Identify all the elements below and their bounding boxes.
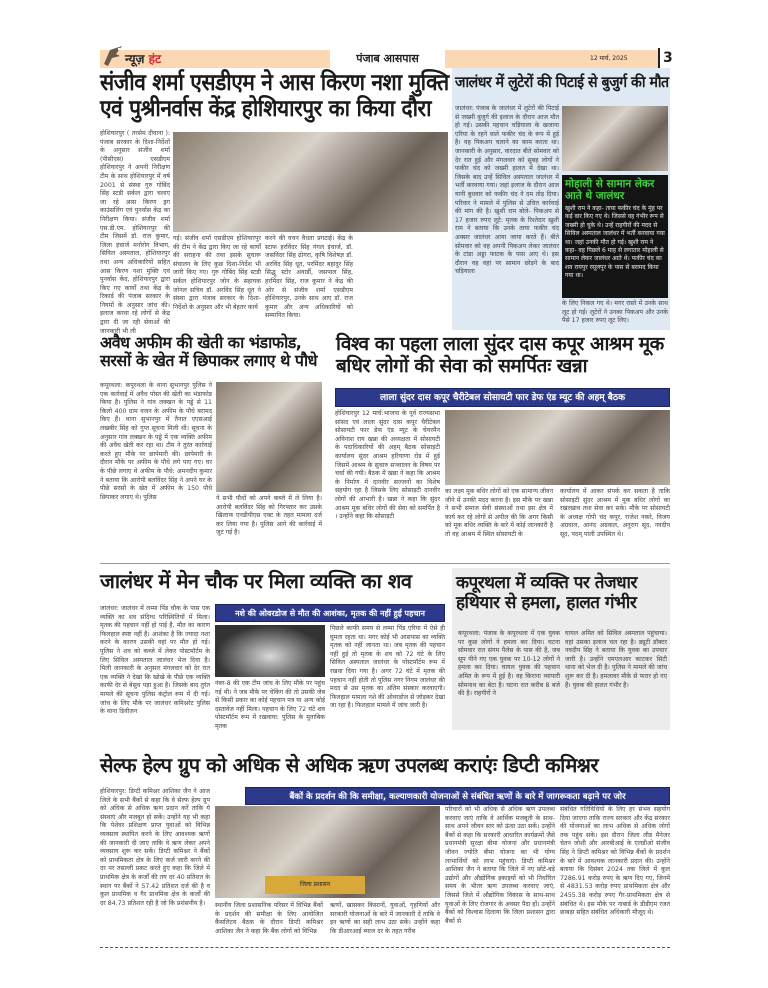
article-text: होशियारपुर ( तरसेम दीवाना ): पंजाब सरकार के दिशा-निर्देशों के अनुसार संजीव शर्मा (पीसीएस) एसडीएम होशियारपुर ने अपनी निरीक्षण टीम के साथ होशियारपुर में वर्ष 2001 से संस्था गुरु गोबिंद सिंह स्टडी सर्कल द्वारा चलाए जा रहे आस किरण ड्रग काउंसलिंग एवं पुनर्वास केंद्र का निरीक्षण किया। संजीव शर्मा एस.डी.एम. होशियारपुर की टीम जिसमें डॉ. राज कुमार, जिला इंचार्ज मनोरोग विभाग, सिविल अस्पताल, होशियारपुर तथा अन्य अधिकारियों सहित आस किरण नशा मुक्ति एवं पुनर्वास केंद, होशियारपुर द्वारा किए गए कार्यों तथा केंद्र के रिकार्ड की पंजाब सरकार के नियमों के अनुसार जांच की। इलाज करवा रहे लोगों से केंद्र द्वारा दी जा रही सेवाओं की जानकारी भी ली <box>100 130 170 335</box>
article-text: कपूरथला: पंजाब के कपूरथला में एक युवक पर कुछ लोगों ने हमला कर दिया। घटना सोमवार रात संगम पैलेस के पास की है, जब सूप पीने गए एक युवक पर 10-12 लोगों ने हमला कर दिया। घायल युवक की पहचान अमित के रूप में हुई है। वह किराना व्यापारी सोमनाथ का बेटा है। घटना रात करीब 8 बजे की है। राहगीरों ने <box>458 630 560 698</box>
article-text: के लिए निकल गए थे। मगर रास्ते में उनके साथ लूट हो गई। लुटेरों ने उनका पिकअप और उनके पैसे 17 हजार रुपए लूट लिए। <box>562 300 668 325</box>
subheadline-banner: नशे की ओवरडोज से मौत की आशंका, मृतक की नहीं हुई पहचान <box>215 604 445 622</box>
article-text: होशियारपुर: डिप्टी कमिश्नर आशिका जैन ने आज जिले के सभी बैंकों से कहा कि वे सेल्फ हेल्प ग्रुप को अधिक से अधिक ऋण प्रदान करें ताकि ये संस्थाएं और मजबूत हो सकें। उन्होंने यह भी कहा कि पेशेवर प्रशिक्षण प्राप्त युवाओं को विभिन्न व्यवसाय स्थापित करने के लिए आवश्यक ऋणों की जानकारी दी जाए ताकि वे ऋण लेकर अपने व्यवसाय शुरू कर सकें। डिप्टी कमिश्नर ने बैंकों को प्राथमिकता क्षेत्र के लिए कर्ज जारी करने की दर पर तसल्ली प्रकट करते हुए कहा कि जिले में प्राथमिक क्षेत्र के कर्जों की तय दर 40 प्रतिशत के स्थान पर बैंकों ने 57.42 प्रतिशत दर्ज की है व कुल प्राथमिक व गैर प्राथमिक क्षेत्र के कर्जों की दर 84.73 प्रतिशत रही है जो कि प्रशंसनीय है। <box>100 788 210 907</box>
article-text: जालंधर: जालंधर में लम्मा पिंड चौक के पास एक व्यक्ति का शव संदिग्ध परिस्थितियों में मिला। मृतक की पहचान नहीं हो पाई है, मौत का कारण फिलहाल स्पष्ट नहीं है। आशंका है कि ज्यादा नशा करने के कारण उसकी वहां पर मौत हो गई। पुलिस ने शव को कब्जे में लेकर पोस्टमॉर्टम के लिए सिविल अस्पताल जालंधर भेज दिया है। मिली जानकारी के अनुसार मंगलवार को देर रात एक व्यक्ति ने देखा कि खोखे के पीछे एक व्यक्ति काफी देर से बेसुध पड़ा हुआ है। जिसके बाद तुरंत मामले की सूचना पुलिस कंट्रोल रूम में दी गई। जांच के लिए मौके पर जालंधर कमिश्नरेट पुलिस के थाना डिवीजन <box>100 605 210 716</box>
page-number: 3 <box>658 48 673 68</box>
subheadline-banner: बैंकों के प्रदर्शन की कि समीक्षा, कल्याणकारी योजनाओं से संबंधित ऋणों के बारे में जागरूकता बढ़ाने पर जोर <box>245 787 670 805</box>
headline-body-found: जालंधर में मेन चौक पर मिला व्यक्ति का शव <box>100 569 412 593</box>
article-text: परिवारों को भी अधिक से अधिक ऋण उपलब्ध करवाए जाएं ताकि वे आर्थिक मजबूती के साथ-साथ अपने जीवन स्तर को ऊंचा उठा सकें। उन्होंने बैंकों से कहा कि सरकारी आधारित कार्यक्रमों जैसे प्रधानमंत्री सुरक्षा बीमा योजना और प्रधानमंत्री जीवन ज्योति बीमा योजना का भी योग्य लाभार्थियों को लाभ पहुंचाएं। डिप्टी कमिश्नर आशिका जैन ने बताया कि जिले में नए छोटे-बड़े उद्योगों और औद्योगिक इकाइयों को भी निर्धारित समय के भीतर ऋण उपलब्ध करवाए जाएं, जिससे जिले में औद्योगिक विकास के साथ-साथ युवाओं के लिए रोजगार के अवसर पैदा हों। उन्होंने बैंकों को विश्वास दिलाया कि जिला प्रशासन द्वारा बैंकों से <box>445 806 555 925</box>
article-text: करने की वचन वैधता प्रगटाई। केंद्र के स्टाफ हरविंदर सिंह गंगल इंचार्ज, डॉ. जसविंदर सिंह ढोगरा, कृषि विशेषज्ञ डॉ. अरविंद सिंह धूत, परमिंदर बहादुर सिंह सिद्धू स्टोर अवार्डी, जसपाल सिंह, हरमिंदर सिंह, राज कुमार ने केंद्र की ओर से संजीव शर्मा एसडीएम होशियारपुर, उनके साथ आए डॉ. राज कुमार और अन्य अधिकारियों को सम्मानित किया। <box>265 235 353 320</box>
logo-text-news: न्यूज़ <box>125 52 145 66</box>
divider <box>100 563 670 564</box>
article-text: कार्यालय में आकर संपर्क कर सकता है ताकि सोसाइटी सुंदर आश्रम में मूक बधिर लोगों का रखरखाव तथा सेवा कर सके। मौके पर सोसायटी के अध्यक्ष गोपी चंद कपूर, राजेश नकरे, विजय अग्रवाल, आनंद अग्रवाल, अनुराग सूद, नवदीप सूद, पदम् पाली उपस्थित थे। <box>560 488 670 538</box>
article-text: ने सभी पौधों को अपने कब्जे में ले लिया है। आरोपी बलविंदर सिंह को गिरफ्तार कर उसके खिलाफ एनडीपीएस एक्ट के तहत मामला दर्ज कर लिया गया है। पुलिस आगे की कार्रवाई में जुट गई है। <box>216 495 322 537</box>
headline-shg-loans: सेल्फ हेल्प ग्रुप को अधिक से अधिक ऋण उपलब्ध कराएंः डिप्टी कमिश्नर <box>100 753 599 777</box>
logo-text-hunt: हंट <box>148 52 162 66</box>
nameplate: जिला प्रशासन <box>265 876 365 894</box>
box-text: खुशी राम ने कहा- ताया फकीर चंद के मुंह पर कई वार किए गए थे। जिससे वह गंभीर रूप से जख्मी हो चुके थे। उन्हें राहगीरों की मदद से सिविल अस्पताल जालंधर में भर्ती करवाया गया था। जहां उनकी मौत हो गई। खुशी राम ने कहा- वह पिछले 6 माह से लगातार मोहाली से सामान लेकर जालंधर आते थे। फकीर चंद का शव रायपुर रसूलपुर के पास से बरामद किया गया था। <box>565 205 665 280</box>
article-text: ऋणों, खासकर किसानों, युवाओं, गृहणियों और सरकारी योजनाओं के बारे में जानकारी दें ताकि वे इन ऋणों का सही लाभ उठा सकें। उन्होंने कहा कि डीआरआई ब्याज दर के तहत गरीब <box>330 902 440 935</box>
sidebar-box-mohali <box>562 175 668 298</box>
subheadline-banner: लाला सुंदर दास कपूर चैरीटेबल सोसायटी फार डेफ एंड म्यूट की अहम् बैठक <box>335 388 670 407</box>
photo-police-opium <box>216 382 322 492</box>
headline-robbery-death: जालंधर में लुटेरों की पिटाई से बुजुर्ग की मौत <box>455 73 669 91</box>
article-text: कपूरथला: कपूरथला के थाना सुभानपुर पुलिस ने एक कार्रवाई में अवैध पोस्त की खेती का भंडाफोड किया है। पुलिस ने गांव लक्खन के पड्डे से 11 किलो 400 ग्राम वजन के अफीम के पौधे बरामद किए हैं। थाना सुभानपुर में तैनात एएसआई लखबीर सिंह को गुप्त सूचना मिली थी। सूचना के अनुसार गांव लक्खन के पड्डे में एक व्यक्ति अफीम की अवैध खेती कर रहा था। टीम ने तुरंत कार्रवाई करते हुए मौके पर छापेमारी की। छापेमारी के दौरान मौके पर अफीम के पौधे लगे पाए गए। घर के पीछे लगाए थे अफीम के पौधे: अमनदीप कुमार ने बताया कि आरोपी बलविंदर सिंह ने अपने घर के पीछे सरसों के खेत में अफीम के 150 पौधे छिपाकर लगाए थे। पुलिस <box>100 382 212 501</box>
article-text: होशियारपुर 12 मार्च:भाजपा के पूर्व राज्यसभा सांसद एवं लाला सुंदर दास कपूर चैरीटेबल सोसायटी फार डेफ एंड म्यूट के चेयरमैन अविनाश राय खन्ना की अध्यक्षता में सोसायटी के पदाधिकारियों की अहम् बैठक सोसाइटी कार्यालय सुंदर आश्रम हरियाणा रोड में हुई जिसमें आश्रम के सुचारु सञ्चालन के विषय पर चर्चा की गयी। बैठक में खन्ना ने कहा कि आश्रम के निर्माण में दानवीर सज्जनों का विशेष सहयोग रहा है जिसके लिए सोसाइटी दानवीर लोगों की आभारी है। खन्ना ने कहा कि सुंदर आश्रम मूक बधिर लोगों की सेवा को समर्पित है । उन्होंने कहा कि सोसाइटी <box>335 410 440 521</box>
article-text: गई। संजीव शर्मा एसडीएम होशियारपुर की टीम ने केंद्र द्वारा किए जा रहे कार्यों की सराहना की तथा इसके सुचारू संचालन के लिए कुछ दिशा-निर्देश भी जारी किए गए। गुरु गोबिंद सिंह स्टडी सर्कल होशियारपुर जोन के सहायक जोनल सचिव डॉ. अरविंद सिंह धूत ने संस्था द्वारा पंजाब सरकार के दिशा-निर्देशों के अनुसार और भी बेहतर कार्य <box>173 235 261 311</box>
headline-opium: अवैध अफीम की खेती का भंडाफोड, सरसों के खेत में छिपाकर लगाए थे पौधे <box>100 333 317 371</box>
box-title: मोहाली से सामान लेकर आते थे जालंधर <box>565 178 655 202</box>
article-text: जालंधर: पंजाब के जालंधर में लुटेरों की पिटाई से जख्मी बुजुर्ग की इलाज के दौरान आज मौत हो गई। उसकी पहचान चड़ियाला के खजाना एरिया के रहने वाले फकीर चंद के रूप में हुई है। वह पिकअप चलाने का काम करता था। जानकारी के अनुसार, वारदात बीते सोमवार को देर रात हुई और मंगलवार को सुबह लोगों ने फकीर चंद को जख्मी हालत में देखा था। जिसके बाद उन्हें सिविल अस्पताल जालंधर में भर्ती करवाया गया। जहां इलाज के दौरान आज यानी बुधवार को फकीर चंद ने दम तोड़ दिया। परिवार ने मामले में पुलिस से उचित कार्रवाई की मांग की है। खुशी राम बोले- पिकअप से 17 हजार रुपए लूटे: मृतक के रिश्तेदार खुशी राम ने बताया कि उनके ताया फकीर चंद अक्सर जालंधर आया जाया करते हैं। बीते सोमवार को वह अपनी पिकअप लेकर जालंधर के टांडा अड्डा फाटक के पास आए थे। इस दौरान वह वहां पर सामान छोड़ने के बाद चड़ियाला <box>455 105 559 276</box>
article-text: का लक्ष्य मूक बधिर लोगों को एक सामान्य जीवन जीने में उनकी मदद करना है। इस मौके पर खन्ना ने सभी समाज सेवी संस्थाओं तथा इस क्षेत्र में कार्य कर रहे लोगों से अपील की कि अगर किसी को मूक बधिर व्यक्ति के बारे में कोई जानकारी है तो वह आश्रम में स्थित सोसायटी के <box>445 488 553 538</box>
article-text: घायल अमित को सिविल अस्पताल पहुंचाया। वहां उसका इलाज चल रहा है। ड्यूटी डॉक्टर नवदीप सिंह ने बताया कि युवक का उपचार जारी है। उन्होंने एमएलआर काटकर सिटी थाना को भेज दी है। पुलिस ने मामले की जांच शुरू कर दी है। हमलावर मौके से फरार हो गए हैं। युवक की हालत गंभीर है। <box>565 630 667 689</box>
article-text: पिछले काफी समय से लम्मा पिंड एरिया में ऐसे ही घूमता रहता था। मगर कोई भी आसपास का व्यक्ति मृतक को नहीं जानता था। जब मृतक की पहचान नहीं हुई तो मृतक के शव को 72 घंटे के लिए सिविल अस्पताल जालंधर के पोस्टमॉर्टम रूम में रखवा दिया गया है। अगर 72 घंटे में मृतक की पहचान नहीं होती तो पुलिस नगर निगम जालंधर की मदद से उस मृतक का अंतिम संस्कार करवाएगी। फिलहाल मामला नशे की ओवरडोज से जोड़कर देखा जा रहा है। फिलहाल मामले में जांच जारी है। <box>330 625 445 710</box>
photo-victim <box>562 106 668 171</box>
photo-covered-body <box>215 625 325 677</box>
headline-ashram: विश्व का पहला लाला सुंदर दास कपूर आश्रम मूक बधिर लोगों की सेवा को समर्पितः खन्ना <box>336 333 664 377</box>
issue-date: 12 मार्च, 2025 <box>590 55 628 62</box>
section-title: पंजाब आसपास <box>330 48 445 70</box>
article-text: संबंधित गतिविधियों के लिए हर संभव सहयोग दिया जाएगा ताकि राज्य सरकार और केंद्र सरकार की योजनाओं का लाभ अधिक से अधिक लोगों तक पहुंच सके। इस दौरान जिला लीड मैनेजर चेतन जोशी और आरबीआई के एलडीओ संजीव सिंह ने डिप्टी कमिश्नर को विभिन्न बैंकों के प्रदर्शन के बारे में आवश्यक जानकारी प्रदान की। उन्होंने बताया कि दिसंबर 2024 तक जिले में कुल 7286.91 करोड़ रुपए के ऋण दिए गए, जिनमें से 4831.53 करोड़ रुपए प्राथमिकता क्षेत्र और 2455.38 करोड़ रुपए गैर-प्राथमिकता क्षेत्र से संबंधित थे। इस मौके पर नाबार्ड के डीडीएम रजत छाबड़ा सहित संबंधित अधिकारी मौजूद थे। <box>560 806 670 917</box>
page-bottom-divider <box>100 947 670 948</box>
headline-sdm-visit: संजीव शर्मा एसडीएम ने आस किरण नशा मुक्ति एवं पुश्रीनर्वास केंद्र होशियारपुर का किया दौरा <box>100 70 449 123</box>
eagle-logo-icon <box>102 44 124 68</box>
article-text: नंबर-8 की एक टीम जांच के लिए मौके पर पहुंच गई थी। ने जब मौके पर चेकिंग की तो उसकी जेब से किसी प्रकार का कोई पहचान पत्र या अन्य कोई दस्तावेज नहीं मिला। पहचान के लिए 72 घंटे शव पोस्टमॉर्टम रूम में रखवाया: पुलिस के मुताबिक मृतक <box>215 680 325 730</box>
article-text: स्थानीय जिला प्रशासनिक परिसर में विभिन्न बैंकों के प्रदर्शन की समीक्षा के लिए आयोजित कैंसलिटव बैठक के दौरान डिप्टी कमिश्नर आशिका जैन ने कहा कि बैंक लोगों को विभिन्न <box>215 902 323 935</box>
masthead-logo <box>125 50 161 67</box>
photo-sdm-team <box>173 132 448 232</box>
headline-attack: कपूरथला में व्यक्ति पर तेजधार हथियार से हमला, हालत गंभीर <box>456 573 637 613</box>
photo-bank-review-meeting <box>215 806 440 898</box>
photo-society-meeting <box>445 410 670 485</box>
